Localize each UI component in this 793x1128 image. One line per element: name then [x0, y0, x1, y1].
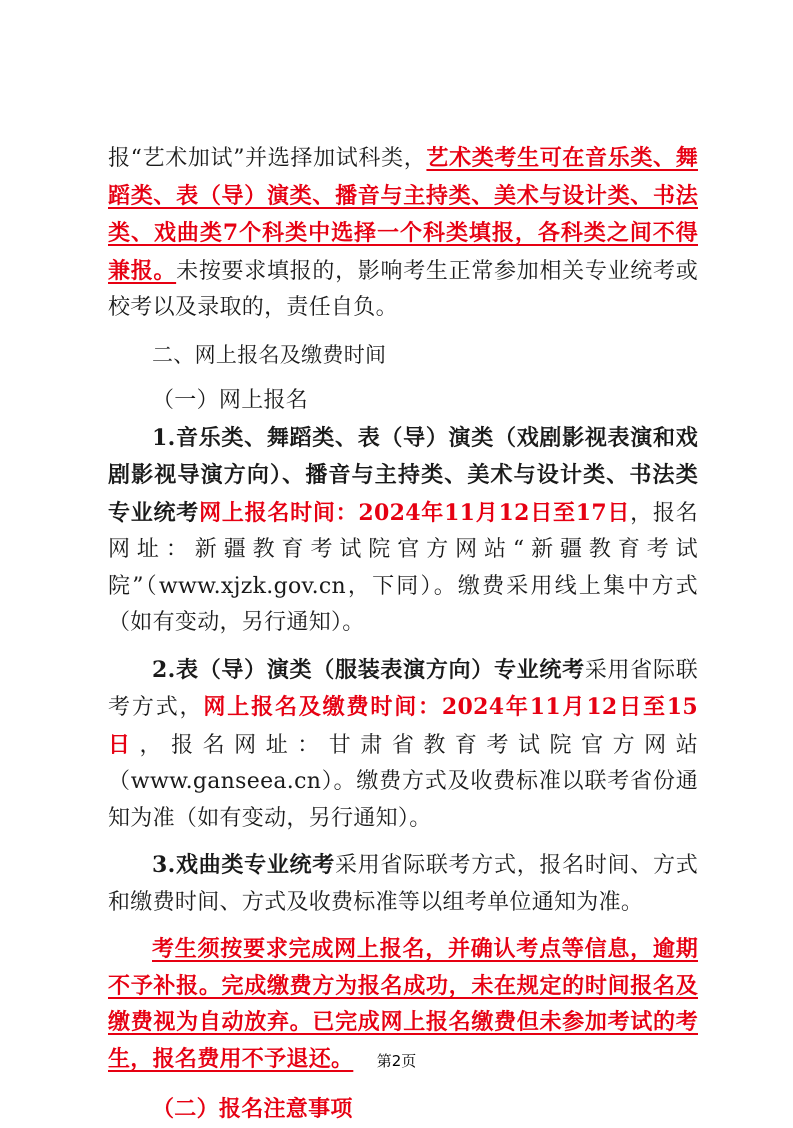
item-1-details: ，报名网址：新疆教育考试院官方网站“新疆教育考试院”（www.xjzk.gov.cn，下同）。缴费采用线上集中方式（如有变动，另行通知）。 — [108, 500, 698, 635]
highlighted-requirement: 艺术类考生可在音乐类、舞蹈类、表（导）演类、播音与主持类、美术与设计类、书法类、戏曲类7个科类中选择一个科类填报，各科类之间不得兼报。 — [108, 145, 698, 284]
text-run: 报“艺术加试”并选择加试科类， — [108, 146, 427, 171]
item-3-details: 采用省际联考方式，报名时间、方式和缴费时间、方式及收费标准等以组考单位通知为准。 — [108, 853, 698, 915]
registration-notice: 考生须按要求完成网上报名，并确认考点等信息，逾期不予补报。完成缴费方为报名成功，未在规定的时间报名及缴费视为自动放弃。已完成网上报名缴费但未参加考试的考生，报名费用不予退还。 — [108, 936, 698, 1072]
text-run: 未按要求填报的，影响考生正常参加相关专业统考或校考以及录取的，责任自负。 — [108, 258, 698, 320]
item-2-details: ，报名网址：甘肃省教育考试院官方网站（www.ganseea.cn）。缴费方式及收费标准以联考省份通知为准（如有变动，另行通知）。 — [108, 732, 698, 831]
item-2-subject: 2.表（导）演类（服装表演方向）专业统考 — [152, 656, 585, 683]
subsection-heading-registration-notes: （二）报名注意事项 — [152, 1096, 353, 1122]
item-1-registration-time: 网上报名时间：2024年11月12日至17日 — [199, 499, 631, 526]
item-1-subjects: 1.音乐类、舞蹈类、表（导）演类（戏剧影视表演和戏剧影视导演方向）、播音与主持类、美术与设计类、书法类专业统考 — [108, 424, 698, 526]
item-2-paragraph — [108, 652, 698, 838]
subsection-heading-online-registration: （一）网上报名 — [152, 388, 309, 413]
item-3-subject: 3.戏曲类专业统考 — [152, 852, 335, 878]
item-2-registration-time: 网上报名及缴费时间：2024年11月12日至15日 — [108, 694, 699, 758]
paragraph-art-subjects — [108, 140, 698, 327]
item-3-paragraph — [108, 847, 698, 921]
section-heading-registration-time: 二、网上报名及缴费时间 — [152, 342, 387, 367]
item-1-paragraph — [108, 420, 698, 642]
page-number: 第2页 — [376, 1052, 417, 1070]
item-2-method: 采用省际联考方式， — [108, 657, 698, 720]
document-body — [108, 140, 698, 1128]
